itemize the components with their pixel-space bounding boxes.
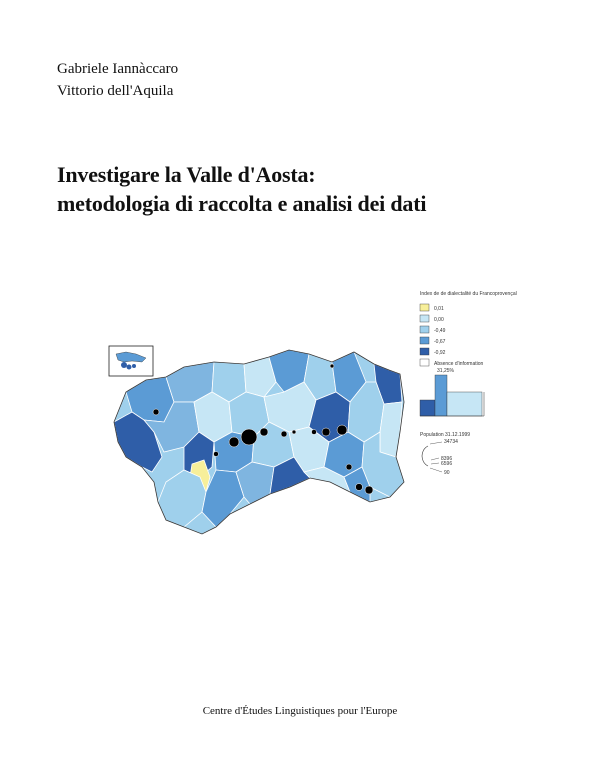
legend-class-3 <box>420 326 446 334</box>
legend-histogram <box>420 375 484 416</box>
title-line-2: metodologia di raccolta e analisi dei dati <box>57 191 427 216</box>
legend-class-4 <box>420 337 446 345</box>
inset-locator-map <box>109 346 153 376</box>
svg-text:0,01: 0,01 <box>434 306 444 312</box>
population-value-1: 34734 <box>444 439 458 445</box>
document-title <box>57 160 426 218</box>
valle-aosta-map-figure <box>104 282 517 542</box>
legend-class-1 <box>420 304 444 312</box>
legend-class-5 <box>420 348 446 356</box>
map-svg <box>104 282 517 542</box>
legend-class-2 <box>420 315 444 323</box>
author-2: Vittorio dell'Aquila <box>57 83 174 99</box>
svg-text:-0,67: -0,67 <box>434 339 446 345</box>
aosta-valley-map <box>114 350 404 534</box>
title-line-1: Investigare la Valle d'Aosta: <box>57 162 316 187</box>
population-scale <box>422 439 458 476</box>
legend-heading: Index de de dialectalité du Francoprovençal <box>420 291 517 297</box>
svg-text:-0,92: -0,92 <box>434 350 446 356</box>
map-legend <box>420 291 517 476</box>
population-value-2: 8396 <box>441 456 453 462</box>
authors-block <box>57 58 178 102</box>
histogram-label: 31,25% <box>437 368 454 374</box>
svg-text:0,00: 0,00 <box>434 317 444 323</box>
population-value-4: 90 <box>444 470 450 476</box>
population-heading: Population 31.12.1999 <box>420 432 471 438</box>
publisher-footer: Centre d'Études Linguistiques pour l'Europe <box>202 705 398 717</box>
author-1: Gabriele Iannàccaro <box>57 61 179 77</box>
svg-text:-0,49: -0,49 <box>434 328 446 334</box>
legend-class-6 <box>420 359 484 367</box>
population-value-3: 6596 <box>441 461 453 467</box>
svg-text:Absence d'information: Absence d'information <box>434 361 484 367</box>
